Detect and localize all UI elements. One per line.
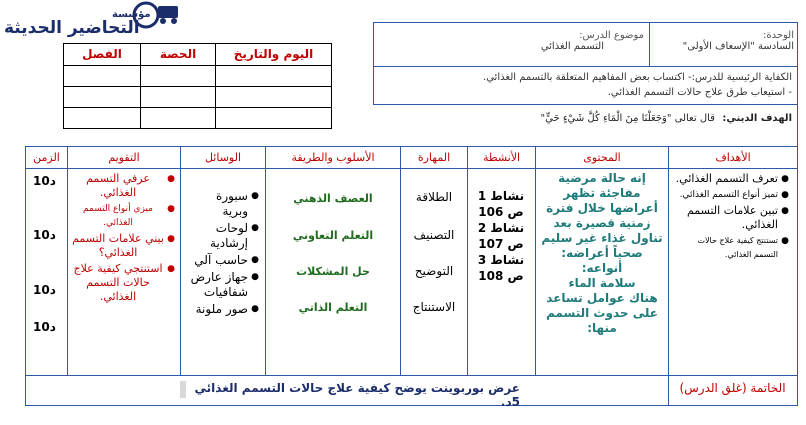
lesson-value: التسمم الغذائي bbox=[540, 41, 604, 52]
content-line-2: أنواعه: bbox=[581, 261, 623, 275]
date-table-period-header: الحصة bbox=[159, 47, 197, 61]
objective-item: ● تميز أنواع التسمم الغذائي. bbox=[672, 188, 778, 202]
method-item: العصف الذهني bbox=[293, 192, 373, 205]
time-item: 10د bbox=[33, 283, 56, 297]
closing-label: الخاتمة (غلق الدرس) bbox=[679, 381, 786, 395]
header-time: الزمن bbox=[33, 151, 60, 164]
religious-goal-label: الهدف الديني: bbox=[722, 113, 792, 124]
competency bbox=[372, 70, 792, 100]
activities-cell bbox=[470, 188, 532, 284]
unit-label: الوحدة: bbox=[762, 30, 794, 41]
methods-cell bbox=[268, 192, 398, 314]
brand-logo bbox=[0, 0, 190, 45]
skill-item: التصنيف bbox=[413, 228, 455, 242]
tools-cell bbox=[190, 189, 260, 319]
evaluation-item: ● استنتجي كيفية علاج حالات التسمم الغذائي. bbox=[72, 262, 164, 304]
activity-line: نشاط 2 bbox=[477, 221, 525, 235]
header-skill: المهارة bbox=[417, 151, 451, 164]
tool-item: ● جهاز عارض شفافيات bbox=[190, 270, 248, 300]
tool-item: ● حاسب آلي bbox=[190, 253, 248, 268]
objective-item: ● تعرف التسمم الغذائي. bbox=[672, 172, 778, 186]
unit-section bbox=[654, 30, 794, 52]
competency-line-2: - استيعاب طرق علاج حالات التسمم الغذائي. bbox=[607, 87, 792, 98]
evaluation-item: ● ميزي أنواع التسمم الغذائي. bbox=[72, 202, 164, 230]
closing-text: عرض بوربوينت يوضح كيفية علاج حالات التسمم الغذائي 5د. bbox=[194, 381, 520, 409]
header-tools: الوسائل bbox=[204, 151, 242, 164]
date-table-day-header: اليوم والتاريخ bbox=[233, 47, 314, 61]
time-item: 10د bbox=[33, 320, 56, 334]
header-activities: الأنشطة bbox=[482, 151, 521, 164]
lesson-section bbox=[384, 30, 644, 52]
date-table-class-header: الفصل bbox=[82, 47, 122, 61]
header-evaluation: التقويم bbox=[108, 151, 140, 164]
content-line-4: هناك عوامل تساعد على حدوث التسمم منها: bbox=[546, 291, 658, 335]
lesson-label: موضوع الدرس: bbox=[579, 30, 644, 41]
brand-name: التحاضير الحديثة bbox=[4, 18, 140, 38]
skills-cell bbox=[402, 190, 466, 314]
tool-item: ● سبورة وبرية bbox=[190, 189, 248, 219]
unit-value: السادسة "الإسعاف الأولى" bbox=[682, 41, 794, 52]
religious-goal-text: قال تعالى "وَجَعَلْنَا مِنَ الْمَاءِ كُلَّ شَيْءٍ حَيٍّ" bbox=[540, 113, 715, 124]
method-item: التعلم التعاوني bbox=[292, 229, 374, 242]
time-item: 10د bbox=[33, 228, 56, 242]
header-objectives: الأهداف bbox=[715, 151, 751, 164]
activity-line: ص 107 bbox=[478, 237, 524, 251]
evaluation-item: ● عرفي التسمم الغذائي. bbox=[72, 172, 164, 200]
objectives-cell bbox=[672, 172, 790, 264]
tool-item: ● صور ملونة bbox=[190, 302, 248, 317]
skill-item: الطلاقة bbox=[415, 190, 453, 204]
brand-top-text: مؤسسة bbox=[112, 9, 151, 20]
skill-item: التوضيح bbox=[414, 264, 454, 278]
objective-item: ● تبين علامات التسمم الغذائي. bbox=[672, 204, 778, 232]
religious-goal bbox=[492, 113, 792, 124]
method-item: حل المشكلات bbox=[296, 265, 370, 278]
header-content: المحتوى bbox=[583, 151, 621, 164]
time-item: 10د bbox=[33, 174, 56, 188]
objective-item: ● تستنتج كيفية علاج حالات التسمم الغذائي. bbox=[672, 234, 778, 262]
content-cell bbox=[540, 171, 664, 336]
activity-line: نشاط 3 bbox=[477, 253, 525, 267]
activity-line: نشاط 1 bbox=[477, 189, 525, 203]
content-line-1: إنه حالة مرضية مفاجئة تظهر أعراضها خلال فترة زمنية قصيرة بعد تناول غذاء غير سليم صحياً أعراضه: bbox=[541, 171, 663, 260]
content-line-3: سلامة الماء bbox=[568, 276, 636, 290]
activity-line: ص 108 bbox=[478, 269, 524, 283]
skill-item: الاستنتاج bbox=[412, 300, 456, 314]
evaluation-cell bbox=[72, 172, 176, 306]
header-method: الأسلوب والطريقة bbox=[291, 151, 375, 164]
tool-item: ● لوحات إرشادية bbox=[190, 221, 248, 251]
evaluation-item: ● بيني علامات التسمم الغذائي؟ bbox=[72, 232, 164, 260]
closing-marker bbox=[180, 381, 186, 398]
competency-line-1: الكفاية الرئيسية للدرس:- اكتساب بعض المفاهيم المتعلقة بالتسمم الغذائي. bbox=[483, 72, 792, 83]
activity-line: ص 106 bbox=[478, 205, 524, 219]
method-item: التعلم الذاتي bbox=[298, 301, 368, 314]
